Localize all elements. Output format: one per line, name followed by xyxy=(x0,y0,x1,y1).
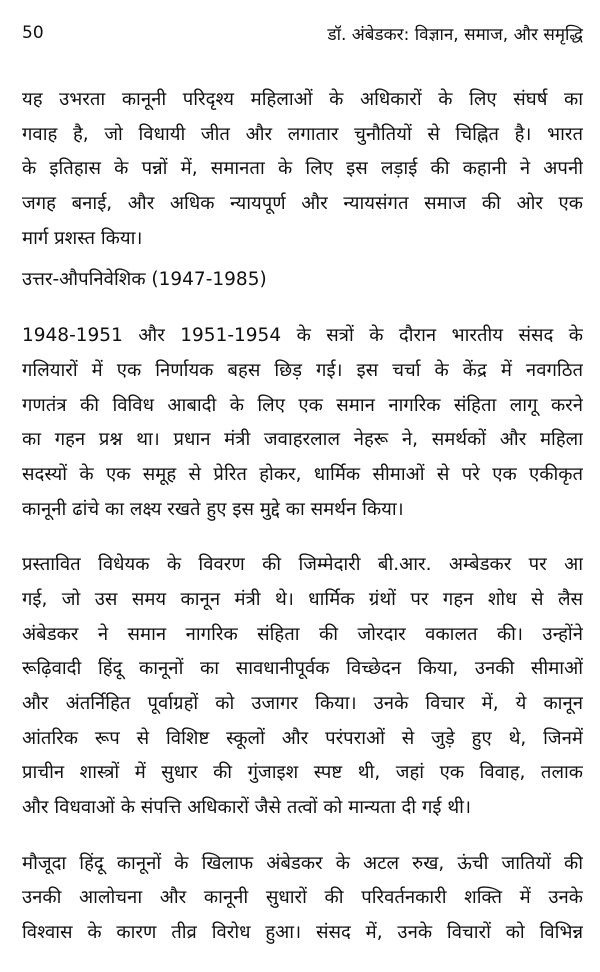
text-line: प्राचीन शास्त्रों में सुधार की गुंजाइश स्पष्ट थी, जहां एक विवाह, तलाक xyxy=(22,762,583,784)
section-heading: उत्तर-औपनिवेशिक (1947-1985) xyxy=(22,269,267,291)
text-line: गवाह है, जो विधायी जीत और लगातार चुनौतियों से चिह्नित है। भारत xyxy=(22,123,583,145)
page-body xyxy=(22,83,583,972)
text-line: मौजूदा हिंदू कानूनों के खिलाफ अंबेडकर के अटल रुख, ऊंची जातियों की xyxy=(22,852,583,874)
text-line: आंतरिक रूप से विशिष्ट स्कूलों और परंपराओं से जुड़े हुए थे, जिनमें xyxy=(22,727,583,749)
text-line: प्रस्तावित विधेयक के विवरण की जिम्मेदारी बी.आर. अम्बेडकर पर आ xyxy=(22,554,583,576)
text-line: सदस्यों के एक समूह से प्रेरित होकर, धार्मिक सीमाओं से परे एक एकीकृत xyxy=(22,463,583,485)
text-line: और विधवाओं के संपत्ति अधिकारों जैसे तत्वों को मान्यता दी गई थी। xyxy=(22,797,471,819)
text-line: यह उभरता कानूनी परिदृश्य महिलाओं के अधिकारों के लिए संघर्ष का xyxy=(22,89,583,110)
text-line: 1948-1951 और 1951-1954 के सत्रों के दौरान भारतीय संसद के xyxy=(22,325,583,347)
paragraph xyxy=(22,83,583,256)
text-line: और अंतर्निहित पूर्वाग्रहों को उजागर किया। उनके विचार में, ये कानून xyxy=(22,693,583,714)
text-line: विश्वास के कारण तीव्र विरोध हुआ। संसद में, उनके विचारों को विभिन्न xyxy=(22,922,583,944)
text-line: मार्ग प्रशस्त किया। xyxy=(22,227,143,249)
text-line: जगह बनाई, और अधिक न्यायपूर्ण और न्यायसंगत समाज की ओर एक xyxy=(22,193,583,215)
text-line: रूढ़िवादी हिंदू कानूनों का सावधानीपूर्वक विच्छेदन किया, उनकी सीमाओं xyxy=(22,658,583,680)
running-header xyxy=(22,18,583,48)
text-line: गलियारों में एक निर्णायक बहस छिड़ गई। इस चर्चा के केंद्र में नवगठित xyxy=(22,359,583,381)
running-title: डॉ. अंबेडकर: विज्ञान, समाज, और समृद्धि xyxy=(327,24,583,45)
paragraph xyxy=(22,319,583,527)
text-line: गई, जो उस समय कानून मंत्री थे। धार्मिक ग्रंथों पर गहन शोध से लैस xyxy=(22,588,583,610)
text-line: अंबेडकर ने समान नागरिक संहिता की जोरदार वकालत की। उन्होंने xyxy=(22,623,583,645)
page-number: 50 xyxy=(22,23,44,43)
paragraph xyxy=(22,548,583,826)
paragraph xyxy=(22,847,583,951)
text-line: के इतिहास के पन्नों में, समानता के लिए इस लड़ाई की कहानी ने अपनी xyxy=(22,158,583,180)
text-line: कानूनी ढांचे का लक्ष्य रखते हुए इस मुद्दे का समर्थन किया। xyxy=(22,498,404,520)
text-line: उनकी आलोचना और कानूनी सुधारों की परिवर्तनकारी शक्ति में उनके xyxy=(22,887,583,909)
text-line: का गहन प्रश्न था। प्रधान मंत्री जवाहरलाल नेहरू ने, समर्थकों और महिला xyxy=(22,429,583,451)
text-line: गणतंत्र की विविध आबादी के लिए एक समान नागरिक संहिता लागू करने xyxy=(22,394,583,416)
